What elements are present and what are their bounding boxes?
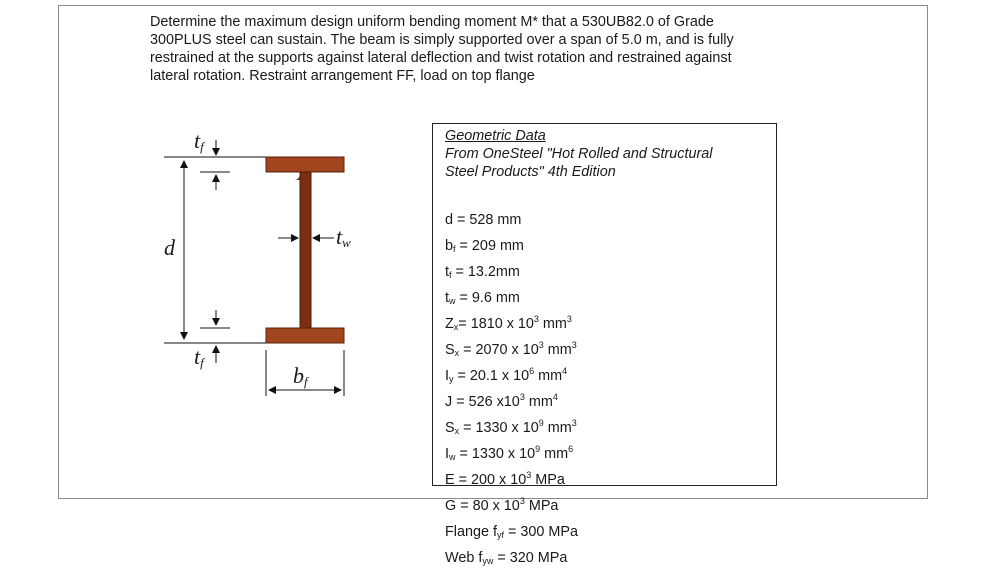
property-subscript: x bbox=[453, 322, 459, 332]
property-row bbox=[445, 466, 578, 492]
property-subscript: x bbox=[454, 426, 460, 436]
label-sub-w: w bbox=[342, 235, 351, 250]
property-value: = 528 mm bbox=[453, 212, 522, 228]
property-subscript: x bbox=[454, 348, 460, 358]
property-value: = 2070 x 10 bbox=[459, 342, 539, 358]
property-exponent: 3 bbox=[538, 340, 544, 350]
i-beam-drawing bbox=[150, 128, 380, 408]
label-sub-f: f bbox=[200, 139, 204, 154]
property-row bbox=[445, 232, 578, 258]
property-value: = 1810 x 10 bbox=[458, 316, 534, 332]
top-flange bbox=[266, 157, 344, 172]
property-subscript: w bbox=[449, 296, 456, 306]
property-row bbox=[445, 362, 578, 388]
label-tw bbox=[336, 226, 351, 249]
problem-line: lateral rotation. Restraint arrangement FF, load on top flange bbox=[150, 68, 535, 84]
property-exponent: 3 bbox=[519, 392, 525, 402]
property-unit: mm bbox=[540, 446, 569, 462]
label-d: d bbox=[164, 235, 175, 260]
property-symbol: t bbox=[445, 290, 449, 306]
property-exponent: 3 bbox=[519, 496, 525, 506]
property-value: = 1330 x 10 bbox=[459, 420, 539, 436]
property-unit: MPa bbox=[531, 472, 565, 488]
property-unit: mm bbox=[543, 342, 572, 358]
property-value: = 200 x 10 bbox=[454, 472, 527, 488]
problem-line: 300PLUS steel can sustain. The beam is simply supported over a span of 5.0 m, and is fully bbox=[150, 32, 734, 48]
property-unit-exponent: 4 bbox=[562, 366, 568, 376]
property-symbol: S bbox=[445, 342, 455, 358]
property-row bbox=[445, 414, 578, 440]
property-subscript: yf bbox=[497, 530, 505, 540]
property-unit-exponent: 4 bbox=[552, 392, 558, 402]
problem-line: restrained at the supports against lateral deflection and twist rotation and restrained against bbox=[150, 50, 732, 66]
web bbox=[300, 172, 311, 328]
property-exponent: 3 bbox=[526, 470, 532, 480]
label-tf-top bbox=[194, 130, 204, 153]
property-exponent: 3 bbox=[533, 314, 539, 324]
property-unit-exponent: 3 bbox=[571, 418, 577, 428]
property-value: = 9.6 mm bbox=[455, 290, 520, 306]
property-unit-exponent: 3 bbox=[566, 314, 572, 324]
label-t: t bbox=[336, 224, 343, 249]
property-unit-exponent: 3 bbox=[571, 340, 577, 350]
property-unit: mm bbox=[534, 368, 563, 384]
property-symbol: E bbox=[445, 472, 455, 488]
label-bf bbox=[293, 365, 308, 388]
property-value: = 209 mm bbox=[455, 238, 524, 254]
property-symbol: d bbox=[445, 212, 454, 228]
property-subscript: w bbox=[449, 452, 456, 462]
property-unit: MPa bbox=[524, 498, 559, 514]
property-row bbox=[445, 544, 578, 570]
property-exponent: 9 bbox=[538, 418, 544, 428]
property-symbol: S bbox=[445, 420, 455, 436]
property-value: = 526 x10 bbox=[452, 394, 520, 410]
geometric-data-box bbox=[432, 123, 777, 566]
property-row bbox=[445, 492, 578, 518]
problem-statement bbox=[150, 13, 850, 85]
property-symbol: Web f bbox=[445, 550, 483, 566]
property-row bbox=[445, 284, 578, 310]
property-subscript: f bbox=[453, 244, 456, 254]
property-unit: mm bbox=[543, 420, 572, 436]
property-symbol: G bbox=[445, 498, 457, 514]
property-symbol: t bbox=[445, 264, 449, 280]
label-sub-f: f bbox=[200, 355, 204, 370]
data-box-title: Geometric Data bbox=[445, 128, 546, 144]
data-box-header bbox=[445, 127, 712, 181]
property-exponent: 9 bbox=[535, 444, 541, 454]
i-beam-figure bbox=[150, 128, 380, 408]
problem-line: Determine the maximum design uniform bending moment M* that a 530UB82.0 of Grade bbox=[150, 14, 714, 30]
property-unit: mm bbox=[524, 394, 553, 410]
property-symbol: b bbox=[445, 238, 454, 254]
property-unit-exponent: 6 bbox=[568, 444, 574, 454]
property-exponent: 6 bbox=[529, 366, 535, 376]
label-tf-bottom bbox=[194, 346, 204, 369]
property-symbol: Z bbox=[445, 316, 454, 332]
fillet bbox=[294, 172, 300, 180]
section-properties-list bbox=[445, 206, 578, 570]
label-t: t bbox=[194, 128, 201, 153]
property-subscript: f bbox=[449, 270, 452, 280]
bottom-flange bbox=[266, 328, 344, 343]
label-sub-f: f bbox=[304, 374, 308, 389]
property-unit: mm bbox=[538, 316, 567, 332]
property-row bbox=[445, 310, 578, 336]
property-row bbox=[445, 258, 578, 284]
data-box-source: From OneSteel "Hot Rolled and Structural bbox=[445, 146, 713, 162]
property-subscript: yw bbox=[482, 556, 494, 566]
data-box-source: Steel Products" 4th Edition bbox=[445, 164, 616, 180]
property-value: = 300 MPa bbox=[504, 524, 579, 540]
property-row bbox=[445, 206, 578, 232]
property-subscript: y bbox=[449, 374, 454, 384]
property-value: = 20.1 x 10 bbox=[453, 368, 530, 384]
property-row bbox=[445, 518, 578, 544]
property-value: = 13.2mm bbox=[451, 264, 520, 280]
property-symbol: I bbox=[445, 368, 449, 384]
property-row bbox=[445, 336, 578, 362]
property-value: = 80 x 10 bbox=[456, 498, 520, 514]
property-row bbox=[445, 440, 578, 466]
property-symbol: I bbox=[445, 446, 449, 462]
property-value: = 320 MPa bbox=[493, 550, 568, 566]
label-t: t bbox=[194, 344, 201, 369]
property-symbol: J bbox=[445, 394, 453, 410]
property-row bbox=[445, 388, 578, 414]
label-b: b bbox=[293, 363, 304, 388]
property-value: = 1330 x 10 bbox=[455, 446, 536, 462]
property-symbol: Flange f bbox=[445, 524, 497, 540]
